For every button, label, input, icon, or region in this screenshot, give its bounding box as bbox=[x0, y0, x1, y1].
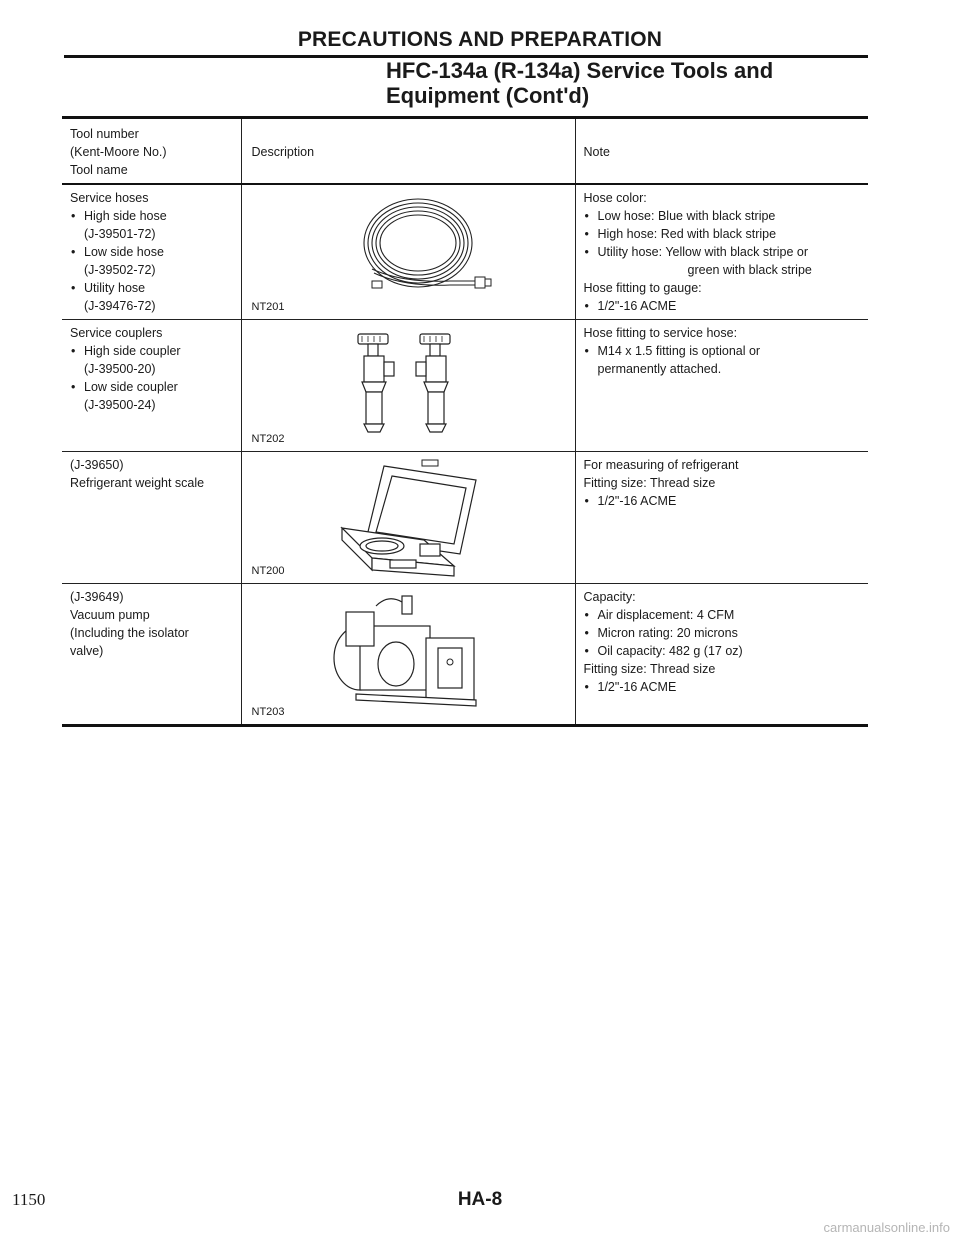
table-row bbox=[62, 584, 868, 726]
kent-moore-number: (J-39649) bbox=[70, 590, 124, 604]
header-tool bbox=[62, 118, 241, 185]
weight-scale-icon bbox=[336, 458, 486, 578]
subtitle-line-1: HFC-134a (R-134a) Service Tools and bbox=[386, 58, 774, 83]
kent-moore-number: (J-39501-72) bbox=[84, 227, 156, 241]
section-title: PRECAUTIONS AND PREPARATION bbox=[297, 28, 663, 51]
kent-moore-number: (J-39500-24) bbox=[84, 398, 156, 412]
list-item: • Utility hose: Yellow with black stripe or bbox=[584, 243, 863, 261]
table-row bbox=[62, 184, 868, 320]
service-coupler-icon bbox=[354, 330, 464, 440]
figure-code: NT203 bbox=[251, 706, 285, 718]
tools-table bbox=[62, 116, 868, 727]
page-number: 1150 bbox=[12, 1190, 46, 1209]
vacuum-pump-icon bbox=[326, 592, 486, 718]
list-item: • M14 x 1.5 fitting is optional or bbox=[584, 342, 863, 360]
note-text: Hose fitting to service hose: bbox=[583, 326, 738, 340]
tool-name-detail: (Including the isolator bbox=[70, 626, 189, 640]
table-header-row bbox=[62, 118, 868, 185]
header-kent-moore: (Kent-Moore No.) bbox=[70, 145, 167, 159]
list-item: • Air displacement: 4 CFM bbox=[584, 606, 863, 624]
list-item: • 1/2"-16 ACME bbox=[584, 492, 863, 510]
subtitle-line-2: Equipment (Cont'd) bbox=[386, 83, 590, 108]
figure-code: NT202 bbox=[251, 433, 285, 445]
list-item: • Low side coupler bbox=[70, 378, 235, 396]
page-code: HA-8 bbox=[457, 1189, 503, 1210]
list-item: • High hose: Red with black stripe bbox=[584, 225, 863, 243]
list-item: • Low hose: Blue with black stripe bbox=[584, 207, 863, 225]
kent-moore-number: (J-39500-20) bbox=[84, 362, 156, 376]
tool-cell bbox=[62, 452, 241, 584]
kent-moore-number: (J-39502-72) bbox=[84, 263, 156, 277]
kent-moore-number: (J-39650) bbox=[70, 458, 124, 472]
note-text: Fitting size: Thread size bbox=[583, 662, 716, 676]
note-text: green with black stripe bbox=[687, 263, 812, 277]
list-item: • 1/2"-16 ACME bbox=[584, 297, 863, 315]
list-item: • 1/2"-16 ACME bbox=[584, 678, 863, 696]
tool-cell bbox=[62, 584, 241, 726]
tool-name: Vacuum pump bbox=[70, 608, 150, 622]
note-cell bbox=[575, 184, 868, 320]
header-description: Description bbox=[241, 118, 575, 185]
header-note: Note bbox=[583, 145, 610, 159]
note-cell bbox=[575, 452, 868, 584]
note-text: Fitting size: Thread size bbox=[583, 476, 716, 490]
tool-name-detail: valve) bbox=[70, 644, 104, 658]
tool-cell bbox=[62, 320, 241, 452]
list-item: • Micron rating: 20 microns bbox=[584, 624, 863, 642]
note-text: permanently attached. bbox=[597, 362, 722, 376]
note-text: Hose fitting to gauge: bbox=[583, 281, 702, 295]
list-item: • High side hose bbox=[70, 207, 235, 225]
table-row bbox=[62, 320, 868, 452]
tool-name: Refrigerant weight scale bbox=[70, 476, 205, 490]
kent-moore-number: (J-39476-72) bbox=[84, 299, 156, 313]
note-cell bbox=[575, 320, 868, 452]
table-row bbox=[62, 452, 868, 584]
figure-code: NT200 bbox=[251, 565, 285, 577]
description-cell bbox=[241, 584, 575, 726]
list-item: • High side coupler bbox=[70, 342, 235, 360]
note-text: Capacity: bbox=[583, 590, 636, 604]
description-cell bbox=[241, 184, 575, 320]
description-cell bbox=[241, 320, 575, 452]
note-text: For measuring of refrigerant bbox=[583, 458, 739, 472]
list-item: • Utility hose bbox=[70, 279, 235, 297]
tool-name: Service hoses bbox=[70, 191, 149, 205]
figure-code: NT201 bbox=[251, 301, 285, 313]
tool-cell bbox=[62, 184, 241, 320]
note-cell bbox=[575, 584, 868, 726]
page-subtitle bbox=[386, 58, 773, 108]
list-item: • Low side hose bbox=[70, 243, 235, 261]
header-tool-number: Tool number bbox=[70, 127, 139, 141]
tool-name: Service couplers bbox=[70, 326, 163, 340]
list-item: • Oil capacity: 482 g (17 oz) bbox=[584, 642, 863, 660]
header-tool-name: Tool name bbox=[70, 163, 128, 177]
service-hose-icon bbox=[332, 191, 502, 303]
note-text: Hose color: bbox=[583, 191, 647, 205]
description-cell bbox=[241, 452, 575, 584]
watermark: carmanualsonline.info bbox=[823, 1220, 950, 1235]
